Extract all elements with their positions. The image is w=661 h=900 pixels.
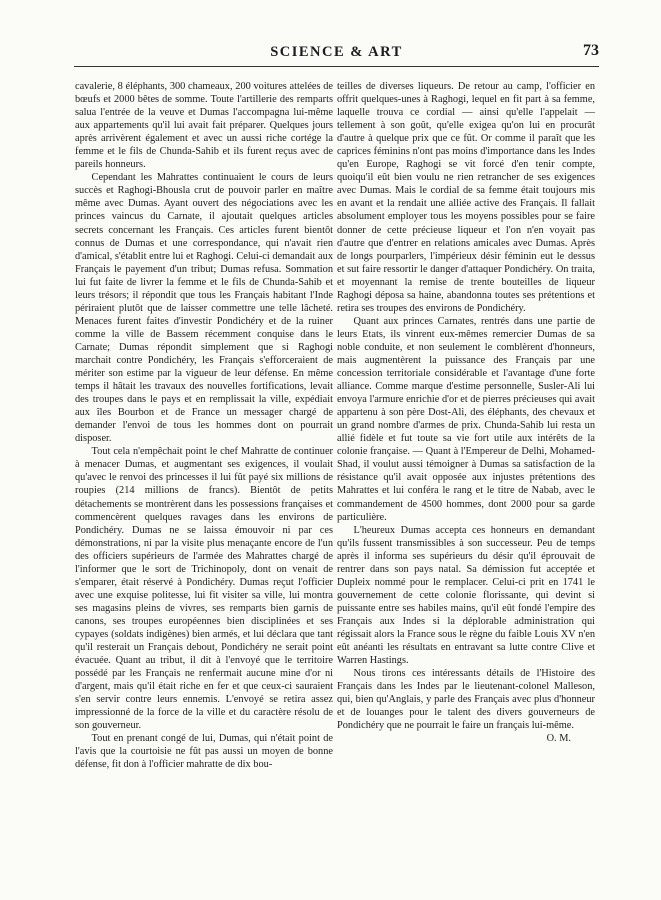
paragraph: Quant aux princes Carnates, rentrés dans une partie de leurs Etats, ils vinrent eux-mêmes remercier Dumas de sa noble conduite, et non seulement le comblèrent d'honneurs, mais augmentèrent la puissance des Français par une concession territoriale considérable et l'avantage d'une forte alliance. Comme marque d'estime personnelle, Susler-Ali lui envoya l'armure enrichie d'or et de pierres précieuses qui avait appartenu à son père Dost-Ali, des éléphants, des chevaux et un grand nombre d'armes de prix. Chunda-Sahib lui resta un allié fidèle et fut toute sa vie fort utile aux intérêts de la colonie française. — Quant à l'Empereur de Delhi, Mohamed-Shad, il voulut aussi témoigner à Dumas sa satisfaction de la résistance qu'il avait opposée aux injustes prétentions des Mahrattes et lui conféra le rang et le titre de Nabab, avec le commandement de 4500 hommes, dont 2000 pour sa garde particulière. [337,315,595,523]
paragraph: Nous tirons ces intéressants détails de l'Histoire des Français dans les Indes par le lieutenant-colonel Malleson, qui, bien qu'Anglais, y parle des Français avec plus d'honneur et de louanges pour le talent des divers gouverneurs de Pondichéry que ne pourrait le faire un français lui-même. [337,668,595,732]
paragraph: L'heureux Dumas accepta ces honneurs en demandant qu'ils fussent transmissibles à son successeur. Peu de temps après il informa ses supérieurs du désir qu'il éprouvait de rentrer dans son pays natal. Sa démission fut acceptée et Dupleix nommé pour le remplacer. Celui-ci prit en 1741 le gouvernement de cette colonie florissante, qui devint si puissante entre ses habiles mains, qu'il eût fondé l'empire des Français aux Indes si la déplorable administration qui régissait alors la France sous le règne du faible Louis XV n'en eût anéanti les résultats en entravant sa lutte contre Clive et Warren Hastings. [337,524,595,667]
page-header [74,44,599,67]
left-column [75,80,333,771]
paragraph: Tout en prenant congé de lui, Dumas, qui n'était point de l'avis que la courtoisie ne fût pas aussi un moyen de bonne défense, fit don à l'officier mahratte de dix bou- [75,733,333,771]
paragraph: cavalerie, 8 éléphants, 300 chameaux, 200 voitures attelées de bœufs et 2000 bêtes de somme. Toute l'artillerie des remparts salua l'entrée de la veuve et Dumas l'accompagna lui-même aux appartements qu'il lui avait fait préparer. Quelques jours après arrivèrent également et avec un aussi riche cortége la femme et le fils de Chunda-Sahib et ils furent reçus avec de pareils honneurs. [75,81,333,171]
page-number: 73 [583,42,599,59]
paragraph: teilles de diverses liqueurs. De retour au camp, l'officier en offrit quelques-unes à Raghogi, lequel en fit part à sa femme, laquelle trouva ce cordial — ainsi qu'elle l'appelait — tellement à son goût, qu'elle exigea qu'on lui en procurât d'autre à quelque prix que ce fût. Or comme il paraît que les caprices féminins n'ont pas moins d'importance dans les Indes qu'en Europe, Raghogi se vit forcé d'en tenir compte, quoiqu'il eût bien voulu ne rien retrancher de ses exigences avec Dumas. Mais le cordial de sa femme était toujours mis en avant et la rendait une alliée active des Français. Il fallait absolument employer tous les moyens possibles pour se faire donner de cette précieuse liqueur et l'on n'en voyait pas d'autre que d'entrer en relations amicales avec Dumas. Après de longs pourparlers, l'impérieux désir féminin eut le dessus et sut faire ressortir le danger d'attaquer Pondichéry. On traita, et moyennant la remise de trente bouteilles de liqueur Raghogi déposa sa haine, abandonna toutes ses prétentions et retira ses troupes des environs de Pondichéry. [337,81,595,314]
paragraph: Tout cela n'empêchait point le chef Mahratte de continuer à menacer Dumas, et augmentant ses exigences, il voulait qu'avec le renvoi des princesses il lui fût payé six millions de roupies (214 millions de francs). Bientôt de petits détachements se montrèrent dans les possessions françaises et commencèrent quelques ravages dans les environs de Pondichéry. Dumas ne se laissa émouvoir ni par ces démonstrations, ni par la visite plus menaçante encore de l'un des officiers supérieurs de l'armée des Mahrattes chargé de l'informer que le sort de Trichinopoly, dont on venait de s'emparer, était réservé à Pondichéry. Dumas reçut l'officier avec une exquise politesse, lui fit visiter sa ville, lui montra ses magasins pleins de vivres, ses remparts bien garnis de canons, ses troupes européennes bien disciplinées et ses cypayes (soldats indigènes) bien armés, et lui déclara que tant qu'il resterait un Français debout, Pondichéry ne serait point évacuée. Quant au tribut, il dit à l'envoyé que le territoire possédé par les Français ne renfermait aucune mine d'or ni d'argent, mais qu'il était riche en fer et que ceux-ci sauraient s'en servir contre leurs ennemis. L'envoyé se retira assez impressionné de la force de la ville et du caractère résolu de son gouverneur. [75,446,333,732]
right-column [337,80,595,745]
signature-line [337,732,595,745]
author-signature: O. M. [546,733,571,745]
running-head: SCIENCE & ART [270,44,403,60]
paragraph: Cependant les Mahrattes continuaient le cours de leurs succès et Raghogi-Bhousla crut de pouvoir parler en maître même avec Dumas. Ayant ouvert des négociations avec les princes vaincus du Carnate, il ajoutait quelques articles secrets concernant les Français. Ces articles furent bientôt connus de Dumas et une correspondance, qui n'avait rien d'amical, s'établit entre lui et Raghogi. Celui-ci demandait aux Français le payement d'un tribut; Dumas refusa. Sommation lui fut faite de livrer la femme et le fils de Chunda-Sahib et leurs trésors; il répondit que tous les Français habitant l'Inde périraient plutôt que de laisser commettre une telle lâcheté. Menaces furent faites d'investir Pondichéry et de la ruiner comme la ville de Bassem récemment conquise dans le Carnate; Dumas répondit simplement que si Raghogi marchait contre Pondichéry, les Français s'efforceraient de mériter son estime par la vigueur de leur défense. En même temps il hâtait les travaux des nouvelles fortifications, levait des troupes dans le pays et en remplissait la ville, expédiait aux îles Bourbon et de France un messager chargé de demander l'envoi de tous les hommes dont on pourrait disposer. [75,172,333,445]
